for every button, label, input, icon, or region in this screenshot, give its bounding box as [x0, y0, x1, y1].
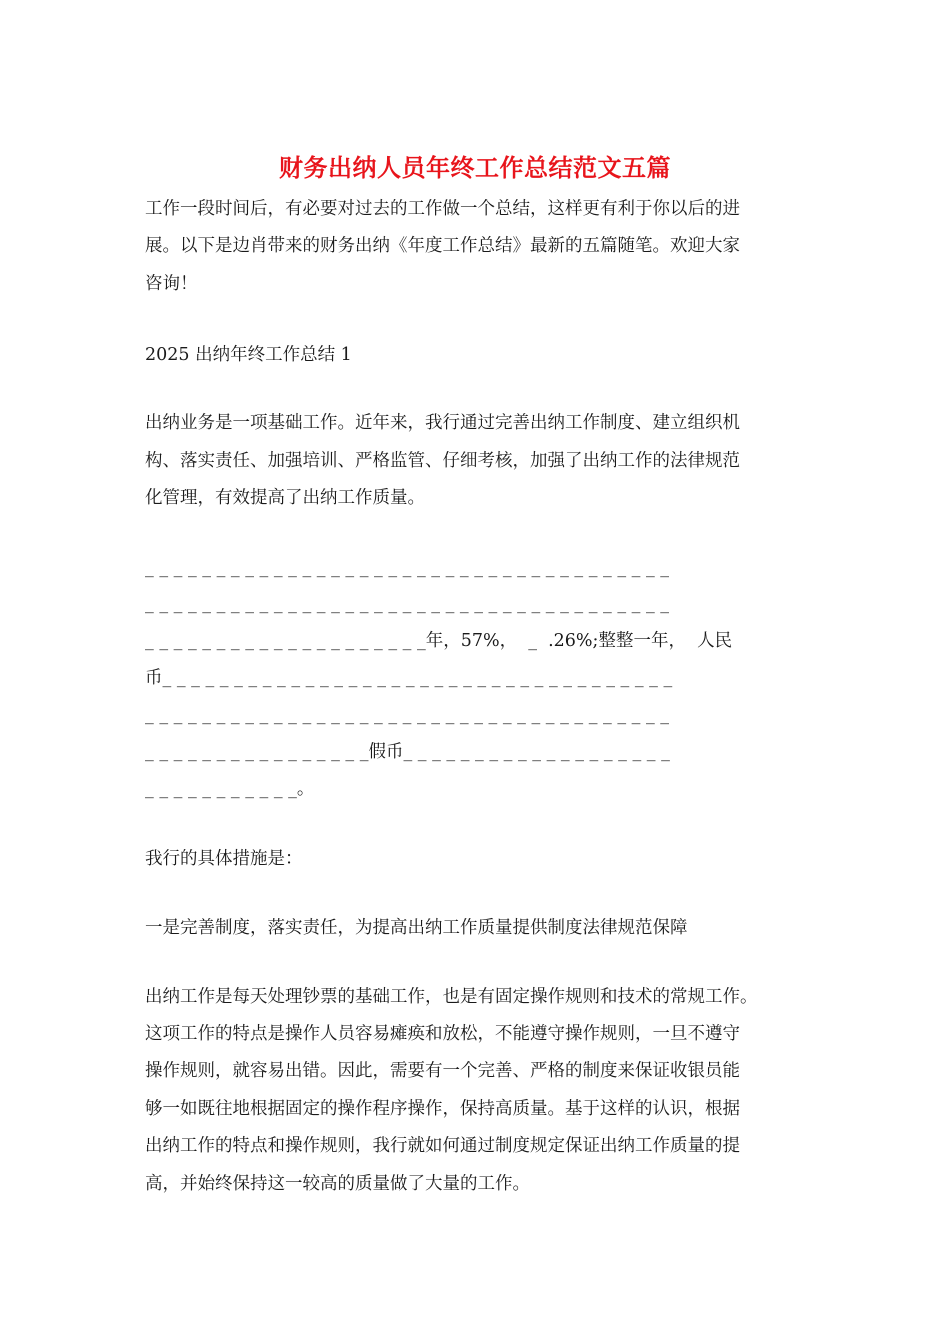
- intro-line-2: 展。以下是边肖带来的财务出纳《年度工作总结》最新的五篇随笔。欢迎大家: [145, 236, 740, 256]
- blank-line-4: 币_ _ _ _ _ _ _ _ _ _ _ _ _ _ _ _ _ _ _ _ _ _ _ _ _ _ _ _ _ _ _ _ _ _ _ _: [145, 668, 673, 688]
- blank-line-6: _ _ _ _ _ _ _ _ _ _ _ _ _ _ _ _假币_ _ _ _ _ _ _ _ _ _ _ _ _ _ _ _ _ _ _: [145, 742, 670, 762]
- paragraph2-line-3: 操作规则，就容易出错。因此，需要有一个完善、严格的制度来保证收银员能: [145, 1061, 740, 1081]
- intro-line-3: 咨询！: [145, 274, 198, 294]
- paragraph2-line-5: 出纳工作的特点和操作规则，我行就如何通过制度规定保证出纳工作质量的提: [145, 1136, 740, 1156]
- paragraph1-line-2: 构、落实责任、加强培训、严格监管、仔细考核，加强了出纳工作的法律规范: [145, 451, 740, 471]
- paragraph2-line-2: 这项工作的特点是操作人员容易瘫痪和放松，不能遵守操作规则，一旦不遵守: [145, 1024, 740, 1044]
- measure-one: 一是完善制度，落实责任，为提高出纳工作质量提供制度法律规范保障: [145, 918, 688, 938]
- blank-line-2: _ _ _ _ _ _ _ _ _ _ _ _ _ _ _ _ _ _ _ _ _ _ _ _ _ _ _ _ _ _ _ _ _ _ _ _ _: [145, 594, 670, 614]
- paragraph1-line-1: 出纳业务是一项基础工作。近年来，我行通过完善出纳工作制度、建立组织机: [145, 413, 740, 433]
- paragraph2-line-1: 出纳工作是每天处理钞票的基础工作，也是有固定操作规则和技术的常规工作。: [145, 987, 758, 1007]
- blank-line-5: _ _ _ _ _ _ _ _ _ _ _ _ _ _ _ _ _ _ _ _ _ _ _ _ _ _ _ _ _ _ _ _ _ _ _ _ _: [145, 705, 670, 725]
- section-heading: 2025 出纳年终工作总结 1: [145, 345, 352, 365]
- document-title: 财务出纳人员年终工作总结范文五篇: [279, 153, 671, 182]
- blank-line-7: _ _ _ _ _ _ _ _ _ _ _。: [145, 779, 315, 799]
- paragraph2-line-4: 够一如既往地根据固定的操作程序操作，保持高质量。基于这样的认识，根据: [145, 1099, 740, 1119]
- intro-line-1: 工作一段时间后，有必要对过去的工作做一个总结，这样更有利于你以后的进: [145, 199, 740, 219]
- paragraph2-line-6: 高，并始终保持这一较高的质量做了大量的工作。: [145, 1174, 530, 1194]
- blank-line-1: _ _ _ _ _ _ _ _ _ _ _ _ _ _ _ _ _ _ _ _ _ _ _ _ _ _ _ _ _ _ _ _ _ _ _ _ _: [145, 558, 670, 578]
- measures-heading: 我行的具体措施是：: [145, 849, 303, 869]
- paragraph1-line-3: 化管理，有效提高了出纳工作质量。: [145, 488, 425, 508]
- blank-line-3: _ _ _ _ _ _ _ _ _ _ _ _ _ _ _ _ _ _ _ _年，57%， _ .26%;整整一年， 人民: [145, 631, 733, 651]
